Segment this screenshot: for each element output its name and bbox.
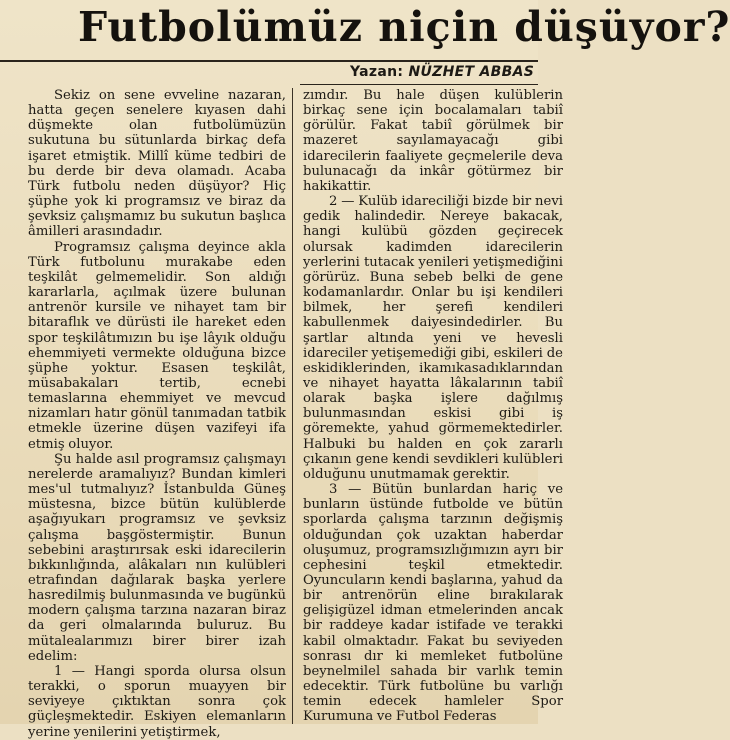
paragraph: 3 — Bütün bunlardan hariç ve bunların üstünde futbolde ve bütün sporlarda çalışma tarzının değişmiş olduğundan çok uzaktan haberdar oluşumuz, programsızlığımızın ayrı bir cephesini teşkil etmektedir. Oyuncuların kendi başlarına, yahud da bir antrenörün eline bırakılarak gelişigüzel idman etmelerinden ancak bir raddeye kadar istifade ve terakki kabil olmaktadır. Fakat bu seviyeden sonrası dır ki memleket futbolüne beynelmilel sahada bir varlık temin edecektir. Türk futbolüne bu varlığı temin edecek hamleler Spor Kurumuna ve Futbol Federas xyxy=(303,482,563,725)
paragraph: 1 — Hangi sporda olursa olsun terakki, o sporun muayyen bir seviyeye çıktıktan sonra çok güçleşmektedir. Eskiyen elemanların yerine yenilerini yetiştirmek, xyxy=(28,663,286,740)
right-column xyxy=(303,88,563,724)
byline-rule xyxy=(300,84,538,85)
paragraph: 2 — Kulüb idareciliği bizde bir nevi gedik halindedir. Nereye bakacak, hangi kulübü gözden geçirecek olursak kadimden idarecilerin yerlerini tutacak yenileri yetişmediğini görürüz. Buna sebeb belki de gene kodamanlardır. Onlar bu işi kendileri bilmek, her şerefi kendileri kabullenmek daiyesindedirler. Bu şartlar altında yeni ve hevesli idareciler yetişemediği gibi, eskileri de eskidiklerinden, ikamıkasadıklarından ve nihayet hayatta lâkalarının tabiî olarak başka işlere dağılmış bulunmasından eskisi gibi iş göremekte, yahud görmemektedirler. Halbuki bu halden en çok zararlı çıkanın gene kendi sevdikleri kulübleri olduğunu unutmamak gerektir. xyxy=(303,194,563,482)
paragraph: Sekiz on sene evveline nazaran, hatta geçen senelere kıyasen dahi düşmekte olan futbolümüzün sukutuna bu sütunlarda birkaç defa işaret etmiştik. Millî küme tedbiri de bu derde bir deva olamadı. Acaba Türk futbolu neden düşüyor? Hiç şüphe yok ki programsız ve biraz da şevksiz çalışmamız bu sukutun başlıca âmilleri arasındadır. xyxy=(28,88,286,240)
article-title: Futbolümüz niçin düşüyor? xyxy=(78,3,730,51)
byline-label: Yazan: xyxy=(350,64,404,80)
left-column xyxy=(28,88,286,740)
paragraph: Şu halde asıl programsız çalışmayı nerelerde aramalıyız? Bundan kimleri mes'ul tutmalıyız? İstanbulda Güneş müstesna, bizce bütün kulüblerde aşağıyukarı programsız ve şevksiz çalışma başgöstermiştir. Bunun sebebini araştırırsak eski idarecilerin bıkkınlığında, alâkaları nın kulübleri etrafından dağılarak başka yerlere hasredilmiş bulunmasında ve bugünkü modern çalışma tarzına nazaran biraz da geri olmalarında buluruz. Bu mütalealarımızı birer birer izah edelim: xyxy=(28,451,286,664)
byline xyxy=(350,64,538,80)
paragraph: Programsız çalışma deyince akla Türk futbolunu murakabe eden teşkilât gelmemelidir. Son aldığı kararlarla, açılmak üzere bulunan antrenör kursile ve nihayet tam bir bitaraflık ve dürüsti ile hareket eden spor teşkilâtımızın bu işe lâyık olduğu ehemmiyeti vermekte olduğuna bizce şüphe yoktur. Esasen teşkilât, müsabakaları tertib, ecnebi temaslarına ehemmiyet ve mevcud nizamları hatır gönül tanımadan tatbik etmekle üzerine düşen vazifeyi ifa etmiş oluyor. xyxy=(28,239,286,452)
paragraph: zımdır. Bu hale düşen kulüblerin birkaç sene için bocalamaları tabiî görülür. Fakat tabiî görülmek bir mazeret sayılamayacağı gibi idarecilerin faaliyete geçmelerile deva bulunacağı da inkâr götürmez bir hakikattir. xyxy=(303,88,563,194)
author-name: NÜZHET ABBAS xyxy=(408,64,535,80)
title-rule xyxy=(0,60,538,62)
column-divider xyxy=(292,88,293,724)
